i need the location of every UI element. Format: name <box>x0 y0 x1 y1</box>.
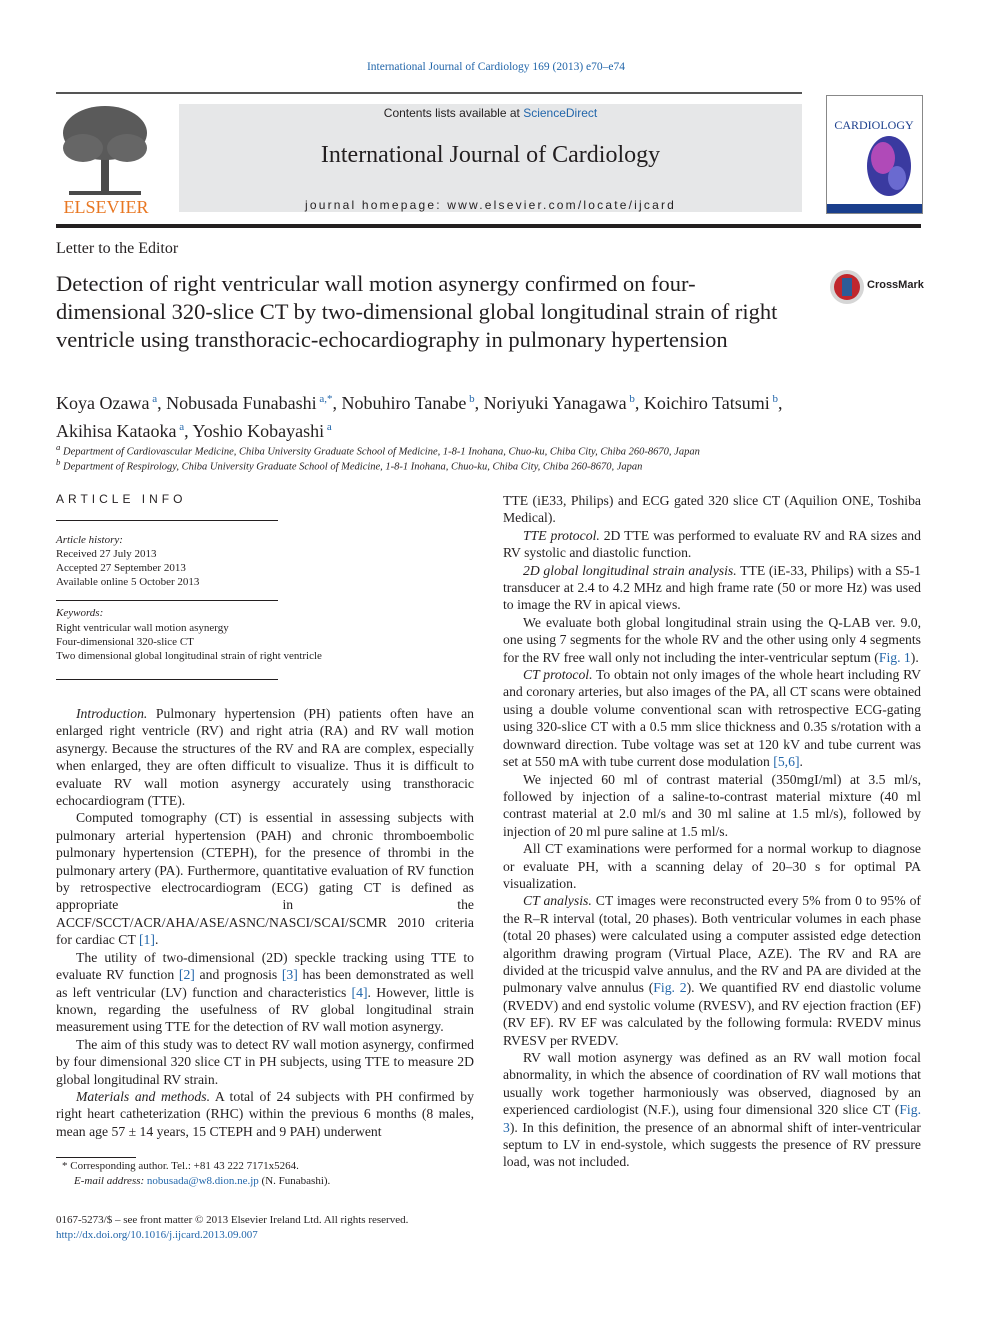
author-affiliation-mark[interactable]: a <box>324 421 332 433</box>
journal-cover-image <box>826 95 923 214</box>
paragraph-lead: 2D global longitudinal strain analysis. <box>523 562 737 578</box>
contents-prefix: Contents lists available at <box>383 106 524 120</box>
citation-reference[interactable]: [3] <box>281 967 298 983</box>
paragraph-lead: Materials and methods. <box>76 1088 210 1104</box>
body-paragraph: Materials and methods. A total of 24 subjects with PH confirmed by right heart catheterization (RHC) within the previous 6 months (8 males, mean age 57 ± 14 years, 15 CTEPH and 9 PAH) underwent <box>56 1088 474 1139</box>
body-paragraph: TTE protocol. 2D TTE was performed to evaluate RV and RA sizes and RV systolic and diastolic function. <box>503 527 921 561</box>
keyword: Right ventricular wall motion asynergy <box>56 622 229 634</box>
footnote-text: Corresponding author. Tel.: +81 43 222 7171x5264. <box>70 1160 299 1172</box>
author-affiliation-mark[interactable]: b <box>626 393 635 405</box>
body-paragraph: We evaluate both global longitudinal strain using the Q-LAB ver. 9.0, one using 7 segments for the whole RV and the other using only 4 segments for the RV free wall only not including the inter-ventricular septum (Fig. 1). <box>503 614 921 665</box>
body-paragraph: CT protocol. To obtain not only images of the whole heart including RV and coronary arteries, but also images of the PA, all CT scans were obtained using a double volume conventional scan with retrospective ECG-gating using 320-slice CT with a 0.5 mm slice thickness and 0.35 s/rotation with a downward direction. Tube voltage was set at 120 kV and tube current was set at 550 mA with tube current dose modulation [5,6]. <box>503 667 921 770</box>
affiliation-b <box>56 457 916 473</box>
issn-line: 0167-5273/$ – see front matter © 2013 Elsevier Ireland Ltd. All rights reserved. <box>56 1214 409 1226</box>
email-link[interactable]: nobusada@w8.dion.ne.jp <box>146 1175 259 1187</box>
article-type: Letter to the Editor <box>56 240 179 257</box>
info-rule <box>56 520 278 521</box>
sciencedirect-link[interactable]: ScienceDirect <box>523 106 598 120</box>
paragraph-lead: Introduction. <box>76 706 148 721</box>
crossmark-icon <box>829 269 865 305</box>
online-date: Available online 5 October 2013 <box>56 576 200 588</box>
accepted-date: Accepted 27 September 2013 <box>56 562 186 574</box>
citation-reference[interactable]: [5,6] <box>773 754 800 770</box>
author-name: Noriyuki Yanagawa <box>483 393 627 413</box>
journal-homepage[interactable]: journal homepage: www.elsevier.com/locate/ijcard <box>304 198 677 212</box>
author-affiliation-mark[interactable]: b <box>769 393 778 405</box>
figure-reference[interactable]: Fig. 2 <box>653 980 687 996</box>
affiliation-mark: b <box>56 457 61 467</box>
elsevier-wordmark: ELSEVIER <box>63 197 149 215</box>
body-paragraph: CT analysis. CT images were reconstructed every 5% from 0 to 95% of the R–R interval (total, 20 phases). Both ventricular volumes in each phase (total 20 phases) were calculated using a computer assisted edge detection algorithm drawing program (Virtual Place, AZE). The RV and RA are divided at the tricuspid valve annulus, and the RV and PA are divided at the pulmonary valve annulus (Fig. 2). We quantified RV end diastolic volume (RVEDV) and end systolic volume (RVESV), and RV ejection fraction (EF) (RV EF). RV EF was calculated by the following formula: RVEDV minus RVESV per RVEDV. <box>503 893 921 1048</box>
affiliation-text: Department of Cardiovascular Medicine, Chiba University Graduate School of Medicine, 1-8-1 Inohana, Chuo-ku, Chiba City, Chiba 260-8670, Japan <box>63 446 700 458</box>
body-paragraph: TTE (iE33, Philips) and ECG gated 320 slice CT (Aquilion ONE, Toshiba Medical). <box>503 493 921 526</box>
body-column-left <box>56 705 474 1140</box>
header-bottom-rule <box>56 224 921 228</box>
author-name: Nobusada Funabashi <box>166 393 317 413</box>
body-paragraph: 2D global longitudinal strain analysis. TTE (iE-33, Philips) with a S5-1 transducer at 2.4 to 4.2 MHz and high frame rate (50 or more Hz) was used to image the RV in apical views. <box>503 562 921 613</box>
author-list: Koya Ozawa $^a$, Nobusada Funabashi $^{a,*}$, Nobuhiro Tanabe $^b$, Noriyuki Yanagawa $^b$, Koichiro Tatsumi $^b$, Akihisa Kataoka $^a$, Yoshio Kobayashi $^a$ <box>56 393 783 441</box>
author-affiliation-mark[interactable]: b <box>466 393 475 405</box>
article-title: Detection of right ventricular wall motion asynergy confirmed on four-dimensional 320-slice CT by two-dimensional global longitudinal strain of right ventricle using transthoracic-echocardiography in pulmonary hypertension <box>56 271 778 352</box>
figure-reference[interactable]: Fig. 3 <box>503 1102 921 1135</box>
paragraph-lead: CT protocol. <box>523 667 593 683</box>
paragraph-lead: CT analysis. <box>523 893 592 909</box>
info-rule <box>56 679 278 680</box>
author-affiliation-mark[interactable]: a <box>176 421 185 433</box>
corresponding-author-note <box>56 1160 482 1172</box>
body-paragraph: RV wall motion asynergy was defined as an RV wall motion focal abnormality, in which the absence of coordination of RV wall motions that usually work together harmoniously was observed, diagnosed by an experienced cardiologist (N.F.), using four dimensional 320 slice CT (Fig. 3). In this definition, the presence of an abnormal shift of inter-ventricular septum to LV in end-systole, which suggests the presence of RV pressure load, was not included. <box>503 1050 921 1170</box>
info-rule <box>56 600 278 601</box>
email-label: E-mail address: <box>74 1175 145 1187</box>
received-date: Received 27 July 2013 <box>56 548 157 560</box>
body-paragraph: All CT examinations were performed for a normal workup to diagnose or evaluate PH, with a scanning delay of 20–30 s for optimal PA visualization. <box>503 841 921 891</box>
affiliation-text: Department of Respirology, Chiba University Graduate School of Medicine, 1-8-1 Inohana, Chuo-ku, Chiba City, Chiba 260-8670, Japan <box>63 461 643 473</box>
keywords-label: Keywords: <box>56 607 104 619</box>
keyword: Four-dimensional 320-slice CT <box>56 636 194 648</box>
article-info-heading: ARTICLE INFO <box>56 492 187 506</box>
citation-reference[interactable]: [4] <box>351 984 368 1000</box>
crossmark-label: CrossMark <box>867 279 924 291</box>
cover-title: CARDIOLOGY <box>834 118 914 132</box>
doi-link[interactable]: http://dx.doi.org/10.1016/j.ijcard.2013.09.007 <box>56 1229 258 1241</box>
journal-title: International Journal of Cardiology <box>320 142 661 168</box>
history-label: Article history: <box>56 534 123 546</box>
keyword: Two dimensional global longitudinal strain of right ventricle <box>56 650 322 662</box>
body-paragraph: We injected 60 ml of contrast material (350mgI/ml) at 3.5 ml/s, followed by injection of a saline-to-contrast material mixture (40 ml contrast material at 2.0 ml/s and 30 ml saline at 1.5 ml/s), followed by injection of 20 ml pure saline at 1.5 ml/s. <box>503 771 921 839</box>
body-paragraph: The aim of this study was to detect RV wall motion asynergy, confirmed by four dimensional 320 slice CT in PH subjects, using TTE to measure 2D global longitudinal RV strain. <box>56 1036 474 1087</box>
email-suffix: (N. Funabashi). <box>261 1175 331 1187</box>
figure-reference[interactable]: Fig. 1 <box>878 649 911 665</box>
author-name: Yoshio Kobayashi <box>192 421 325 441</box>
email-note <box>56 1175 494 1187</box>
body-paragraph: Introduction. Pulmonary hypertension (PH) patients often have an enlarged right ventricle (RV) and right atria (RA) and RV wall motion asynergy. Because the structures of the RV and RA are complex, especially when enlarged, they are often difficult to visualize. Thus it is difficult to evaluate RV wall motion asynergy accurately using transthoracic echocardiogram (TTE). <box>56 706 474 809</box>
body-paragraph: Computed tomography (CT) is essential in assessing subjects with pulmonary arterial hypertension (PAH) and chronic thromboembolic pulmonary hypertension (CTEPH), for the presence of thrombi in the pulmonary artery (PA). Furthermore, quantitative evaluation of RV function by retrospective electrocardiogram (ECG) gating CT is defined as appropriate in the ACCF/SCCT/ACR/AHA/ASE/ASNC/NASCI/SCAI/SCMR 2010 criteria for cardiac CT [1]. <box>56 810 474 948</box>
paragraph-lead: TTE protocol. <box>523 527 600 543</box>
affiliation-mark: a <box>56 442 61 452</box>
header-top-rule <box>56 92 802 94</box>
author-name: Nobuhiro Tanabe <box>341 393 467 413</box>
journal-citation[interactable]: International Journal of Cardiology 169 (2013) e70–e74 <box>366 61 626 73</box>
crossmark-badge[interactable] <box>829 269 939 305</box>
author-name: Koya Ozawa <box>56 393 150 413</box>
author-affiliation-mark[interactable]: a <box>149 393 158 405</box>
footnote-mark: * <box>62 1160 68 1172</box>
affiliation-a <box>56 442 916 458</box>
body-column-right <box>503 492 921 1171</box>
author-name: Akihisa Kataoka <box>56 421 177 441</box>
footnote-rule <box>56 1157 136 1158</box>
citation-reference[interactable]: [2] <box>178 967 195 983</box>
elsevier-logo <box>55 103 157 215</box>
body-paragraph: The utility of two-dimensional (2D) speckle tracking using TTE to evaluate RV function [2] and prognosis [3] has been demonstrated as well as left ventricular (LV) function and characteristics [4]. However, little is known, regarding the usefulness of RV global longitudinal strain measurement using TTE for the detection of RV wall motion asynergy. <box>56 949 474 1035</box>
author-name: Koichiro Tatsumi <box>643 393 770 413</box>
citation-reference[interactable]: [1] <box>138 932 155 948</box>
contents-line <box>179 106 802 120</box>
author-affiliation-mark[interactable]: a,* <box>316 393 333 405</box>
